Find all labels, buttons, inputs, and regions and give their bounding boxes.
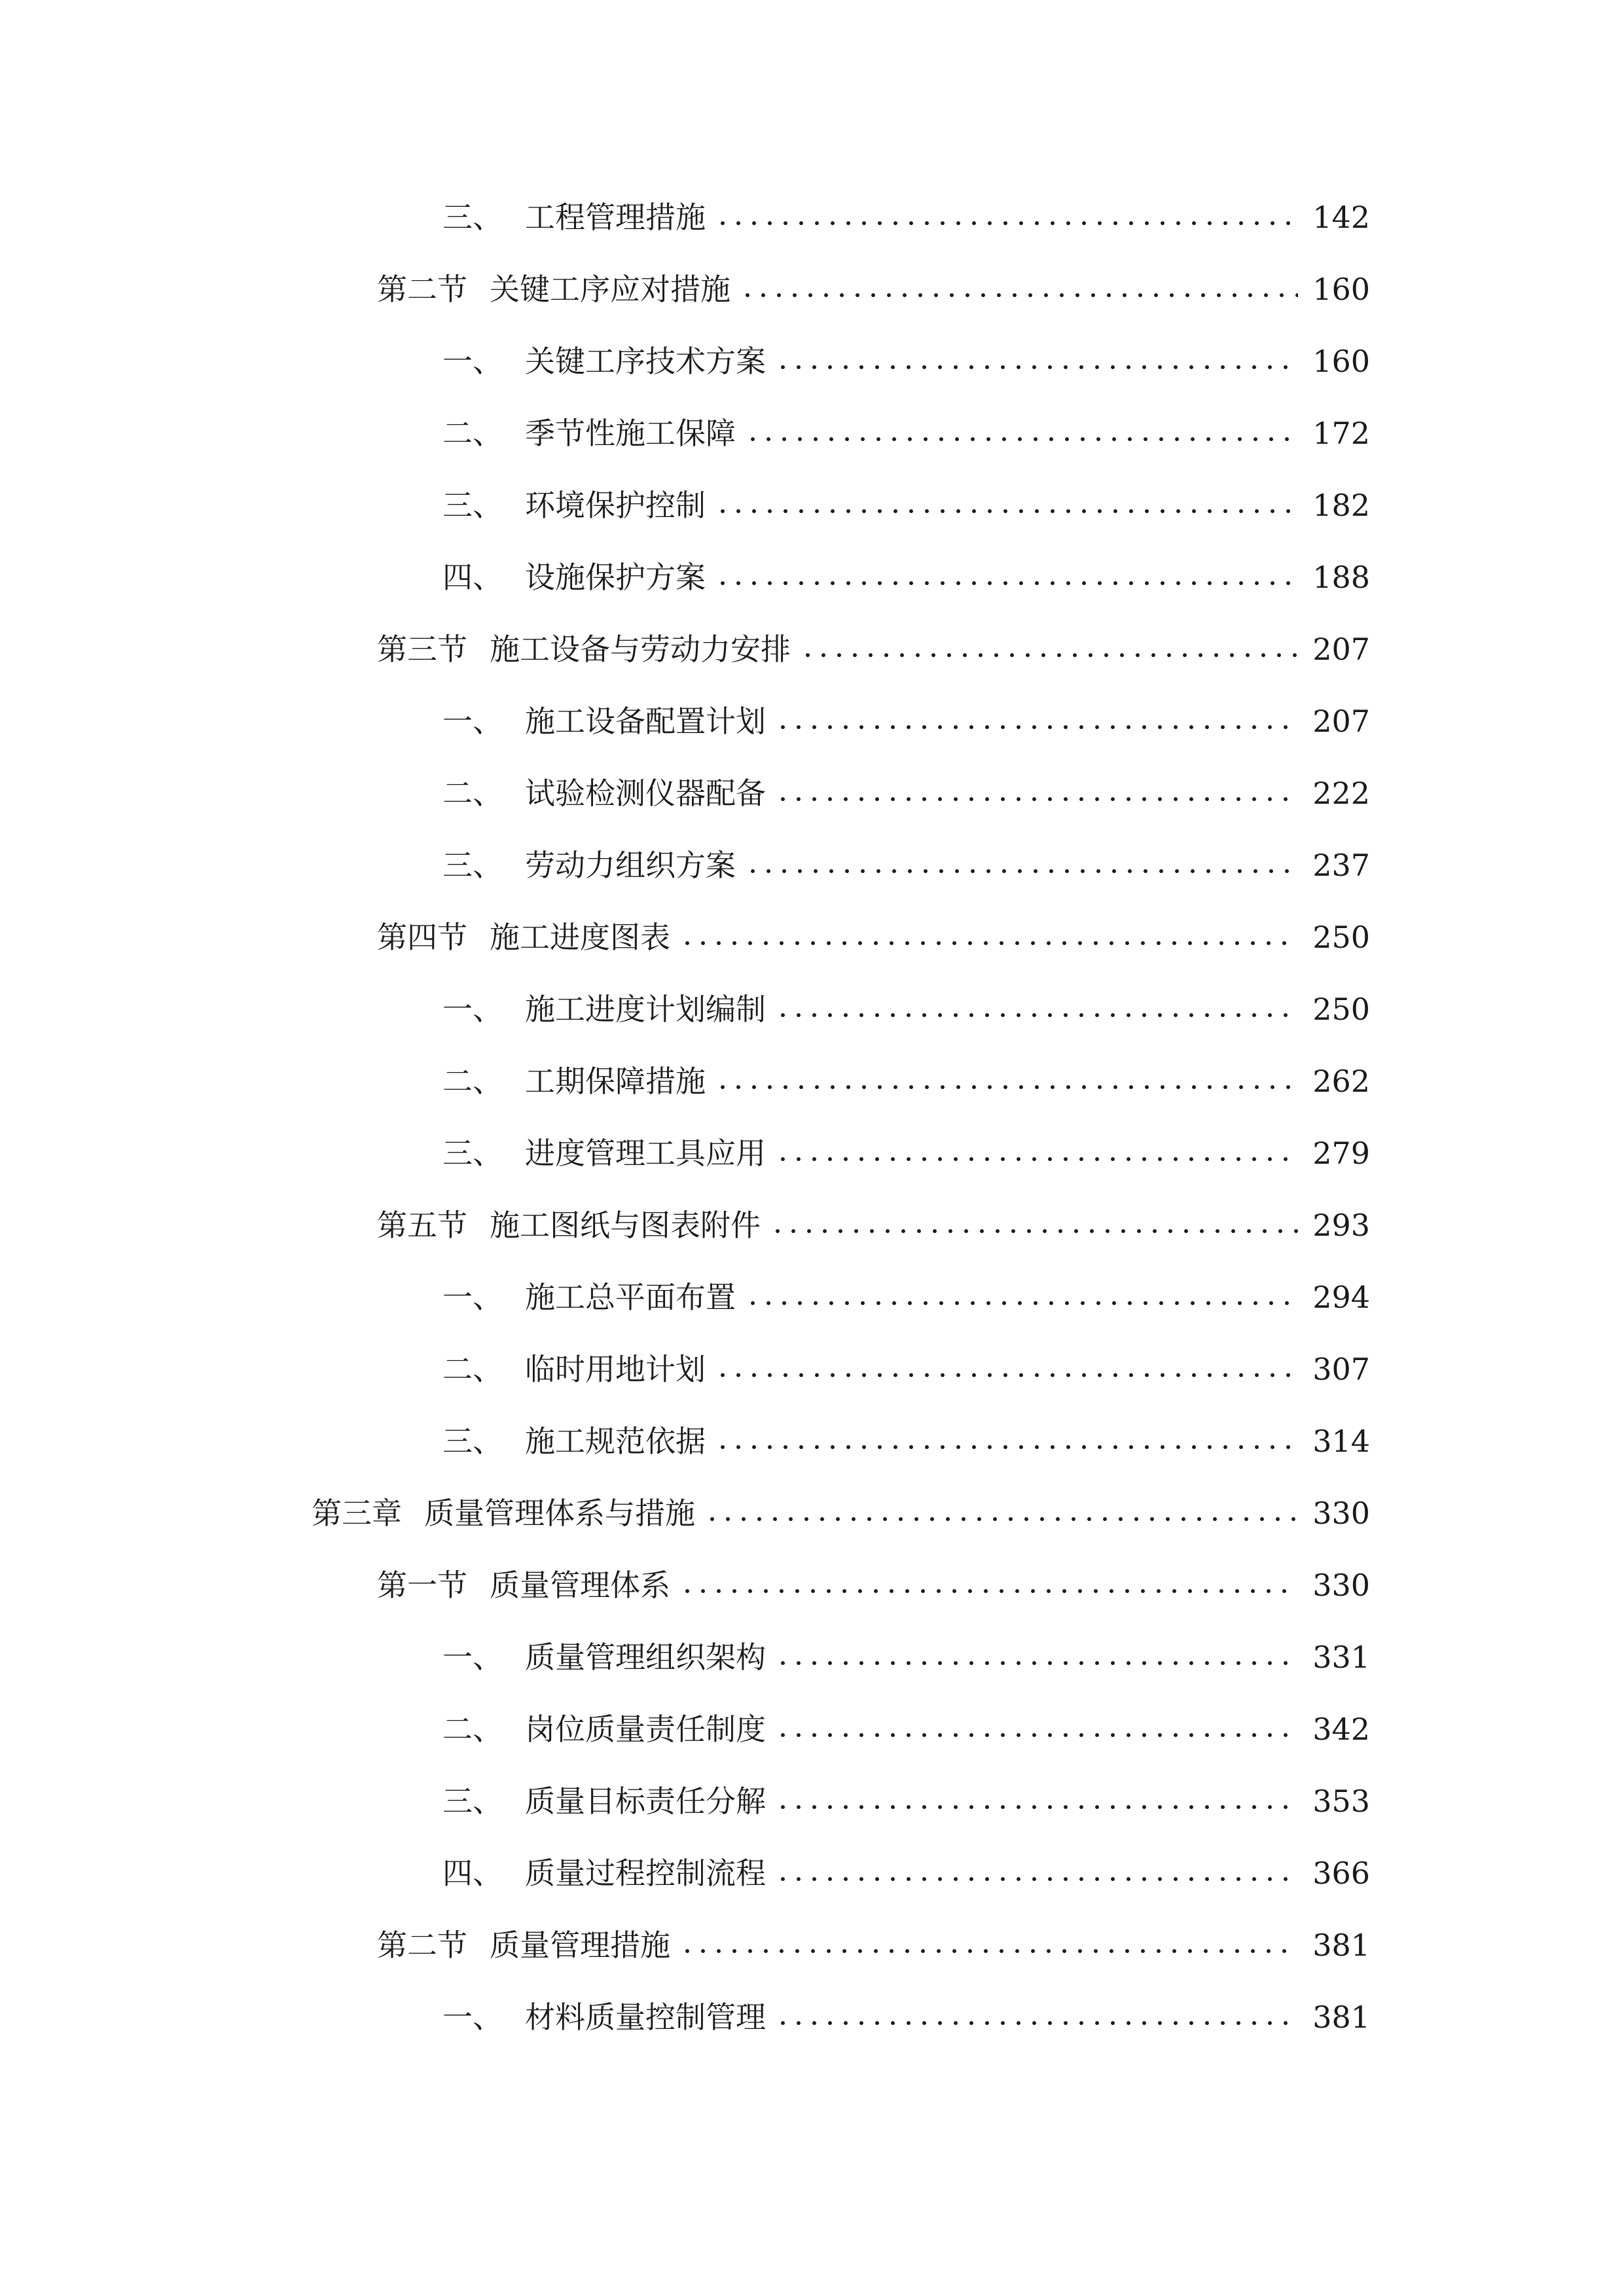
toc-entry-page: 279	[1312, 1136, 1370, 1171]
toc-entry[interactable]	[442, 551, 1370, 603]
dot-leader	[745, 867, 1298, 876]
toc-entry[interactable]	[377, 1199, 1370, 1251]
toc-entry-number: 三、	[442, 1424, 503, 1459]
dot-leader	[775, 1155, 1298, 1164]
toc-entry-title: 施工设备与劳动力安排	[490, 632, 791, 667]
dot-leader	[679, 1587, 1298, 1596]
dot-leader	[775, 2018, 1298, 2028]
toc-entry-page: 160	[1312, 272, 1370, 307]
toc-entry-number: 一、	[442, 1280, 503, 1315]
dot-leader	[775, 1731, 1298, 1740]
toc-entry-title: 施工设备配置计划	[525, 704, 766, 739]
toc-entry[interactable]	[442, 191, 1370, 243]
toc-entry-page: 207	[1312, 704, 1370, 739]
toc-entry[interactable]	[442, 407, 1370, 459]
toc-entry-number: 三、	[442, 848, 503, 883]
toc-entry[interactable]	[442, 1271, 1370, 1323]
toc-entry-number: 四、	[442, 560, 503, 595]
dot-leader	[775, 1874, 1298, 1884]
toc-entry-title: 劳动力组织方案	[525, 848, 736, 883]
toc-entry-page: 237	[1312, 848, 1370, 883]
toc-entry-number: 一、	[442, 2000, 503, 2035]
dot-leader	[775, 363, 1298, 372]
toc-entry-page: 342	[1312, 1712, 1370, 1747]
toc-entry-page: 331	[1312, 1640, 1370, 1675]
dot-leader	[715, 1371, 1298, 1380]
toc-entry-title: 工期保障措施	[525, 1064, 706, 1099]
toc-entry-number: 一、	[442, 1640, 503, 1675]
toc-entry[interactable]	[442, 1055, 1370, 1107]
toc-entry-title: 岗位质量责任制度	[525, 1712, 766, 1747]
toc-entry-title: 质量过程控制流程	[525, 1856, 766, 1891]
toc-entry[interactable]	[377, 263, 1370, 315]
toc-entry-title: 施工进度计划编制	[525, 992, 766, 1027]
toc-entry-title: 施工总平面布置	[525, 1280, 736, 1315]
toc-entry[interactable]	[442, 1775, 1370, 1827]
toc-entry[interactable]	[377, 1919, 1370, 1971]
dot-leader	[715, 507, 1298, 516]
toc-entry-page: 293	[1312, 1208, 1370, 1243]
toc-entry-page: 172	[1312, 416, 1370, 451]
toc-entry[interactable]	[377, 623, 1370, 675]
toc-entry-page: 207	[1312, 632, 1370, 667]
toc-entry-number: 二、	[442, 1352, 503, 1387]
toc-entry[interactable]	[377, 1559, 1370, 1611]
toc-entry[interactable]	[312, 1487, 1370, 1539]
toc-entry-page: 188	[1312, 560, 1370, 595]
toc-entry-title: 关键工序应对措施	[490, 272, 731, 307]
toc-entry[interactable]	[442, 1631, 1370, 1683]
toc-entry-page: 330	[1312, 1496, 1370, 1531]
toc-entry-number: 三、	[442, 1784, 503, 1819]
toc-entry-title: 质量目标责任分解	[525, 1784, 766, 1819]
toc-entry[interactable]	[442, 1127, 1370, 1179]
dot-leader	[775, 1803, 1298, 1812]
toc-entry-page: 307	[1312, 1352, 1370, 1387]
dot-leader	[679, 939, 1298, 948]
toc-entry-title: 施工进度图表	[490, 920, 670, 955]
toc-entry-title: 质量管理组织架构	[525, 1640, 766, 1675]
toc-entry[interactable]	[442, 1415, 1370, 1467]
toc-entry-number: 第二节	[377, 1928, 467, 1963]
toc-entry-title: 施工图纸与图表附件	[490, 1208, 761, 1243]
toc-entry-page: 262	[1312, 1064, 1370, 1099]
toc-entry-number: 第三章	[312, 1496, 402, 1531]
toc-entry[interactable]	[442, 983, 1370, 1035]
toc-entry-number: 第五节	[377, 1208, 467, 1243]
toc-entry-title: 进度管理工具应用	[525, 1136, 766, 1171]
dot-leader	[800, 651, 1298, 660]
toc-entry-number: 二、	[442, 1064, 503, 1099]
dot-leader	[715, 1443, 1298, 1452]
toc-entry-page: 381	[1312, 2000, 1370, 2035]
toc-entry-number: 第一节	[377, 1568, 467, 1603]
toc-entry[interactable]	[442, 695, 1370, 747]
toc-entry[interactable]	[377, 911, 1370, 963]
toc-entry-number: 一、	[442, 992, 503, 1027]
toc-entry-title: 设施保护方案	[525, 560, 706, 595]
toc-entry-title: 关键工序技术方案	[525, 344, 766, 379]
toc-entry-page: 250	[1312, 920, 1370, 955]
toc-entry[interactable]	[442, 1991, 1370, 2043]
toc-entry-title: 质量管理体系	[490, 1568, 670, 1603]
dot-leader	[704, 1515, 1298, 1524]
toc-entry-number: 一、	[442, 344, 503, 379]
toc-entry-page: 294	[1312, 1280, 1370, 1315]
toc-entry-number: 第二节	[377, 272, 467, 307]
toc-entry-title: 临时用地计划	[525, 1352, 706, 1387]
toc-entry-page: 314	[1312, 1424, 1370, 1459]
toc-entry-number: 二、	[442, 776, 503, 811]
dot-leader	[740, 291, 1298, 300]
dot-leader	[775, 1659, 1298, 1668]
toc-entry[interactable]	[442, 1343, 1370, 1395]
toc-entry-title: 环境保护控制	[525, 488, 706, 523]
toc-entry-page: 250	[1312, 992, 1370, 1027]
toc-entry[interactable]	[442, 1847, 1370, 1899]
toc-entry-number: 一、	[442, 704, 503, 739]
toc-entry-number: 三、	[442, 488, 503, 523]
toc-entry-page: 222	[1312, 776, 1370, 811]
dot-leader	[775, 723, 1298, 732]
toc-entry-page: 330	[1312, 1568, 1370, 1603]
toc-entry-number: 三、	[442, 200, 503, 235]
toc-entry-number: 第四节	[377, 920, 467, 955]
dot-leader	[715, 219, 1298, 228]
toc-entry[interactable]	[442, 335, 1370, 387]
toc-entry-number: 四、	[442, 1856, 503, 1891]
toc-entry-title: 质量管理措施	[490, 1928, 670, 1963]
toc-entry[interactable]	[442, 839, 1370, 891]
toc-entry-page: 182	[1312, 488, 1370, 523]
toc-entry-number: 二、	[442, 1712, 503, 1747]
toc-entry[interactable]	[442, 767, 1370, 819]
toc-entry-title: 季节性施工保障	[525, 416, 736, 451]
toc-entry-number: 第三节	[377, 632, 467, 667]
toc-entry-page: 381	[1312, 1928, 1370, 1963]
toc-entry-title: 试验检测仪器配备	[525, 776, 766, 811]
toc-entry-page: 353	[1312, 1784, 1370, 1819]
dot-leader	[715, 579, 1298, 588]
dot-leader	[775, 795, 1298, 804]
toc-entry[interactable]	[442, 1703, 1370, 1755]
toc-entry[interactable]	[442, 479, 1370, 531]
dot-leader	[770, 1227, 1298, 1236]
toc-entry-title: 工程管理措施	[525, 200, 706, 235]
toc-entry-title: 材料质量控制管理	[525, 2000, 766, 2035]
dot-leader	[775, 1011, 1298, 1020]
toc-entry-page: 160	[1312, 344, 1370, 379]
toc-entry-title: 质量管理体系与措施	[424, 1496, 695, 1531]
toc-entry-page: 142	[1312, 200, 1370, 235]
toc-entry-page: 366	[1312, 1856, 1370, 1891]
dot-leader	[715, 1083, 1298, 1092]
dot-leader	[745, 1299, 1298, 1308]
toc-entry-number: 二、	[442, 416, 503, 451]
toc-entry-title: 施工规范依据	[525, 1424, 706, 1459]
dot-leader	[745, 435, 1298, 444]
dot-leader	[679, 1946, 1298, 1956]
toc-entry-number: 三、	[442, 1136, 503, 1171]
